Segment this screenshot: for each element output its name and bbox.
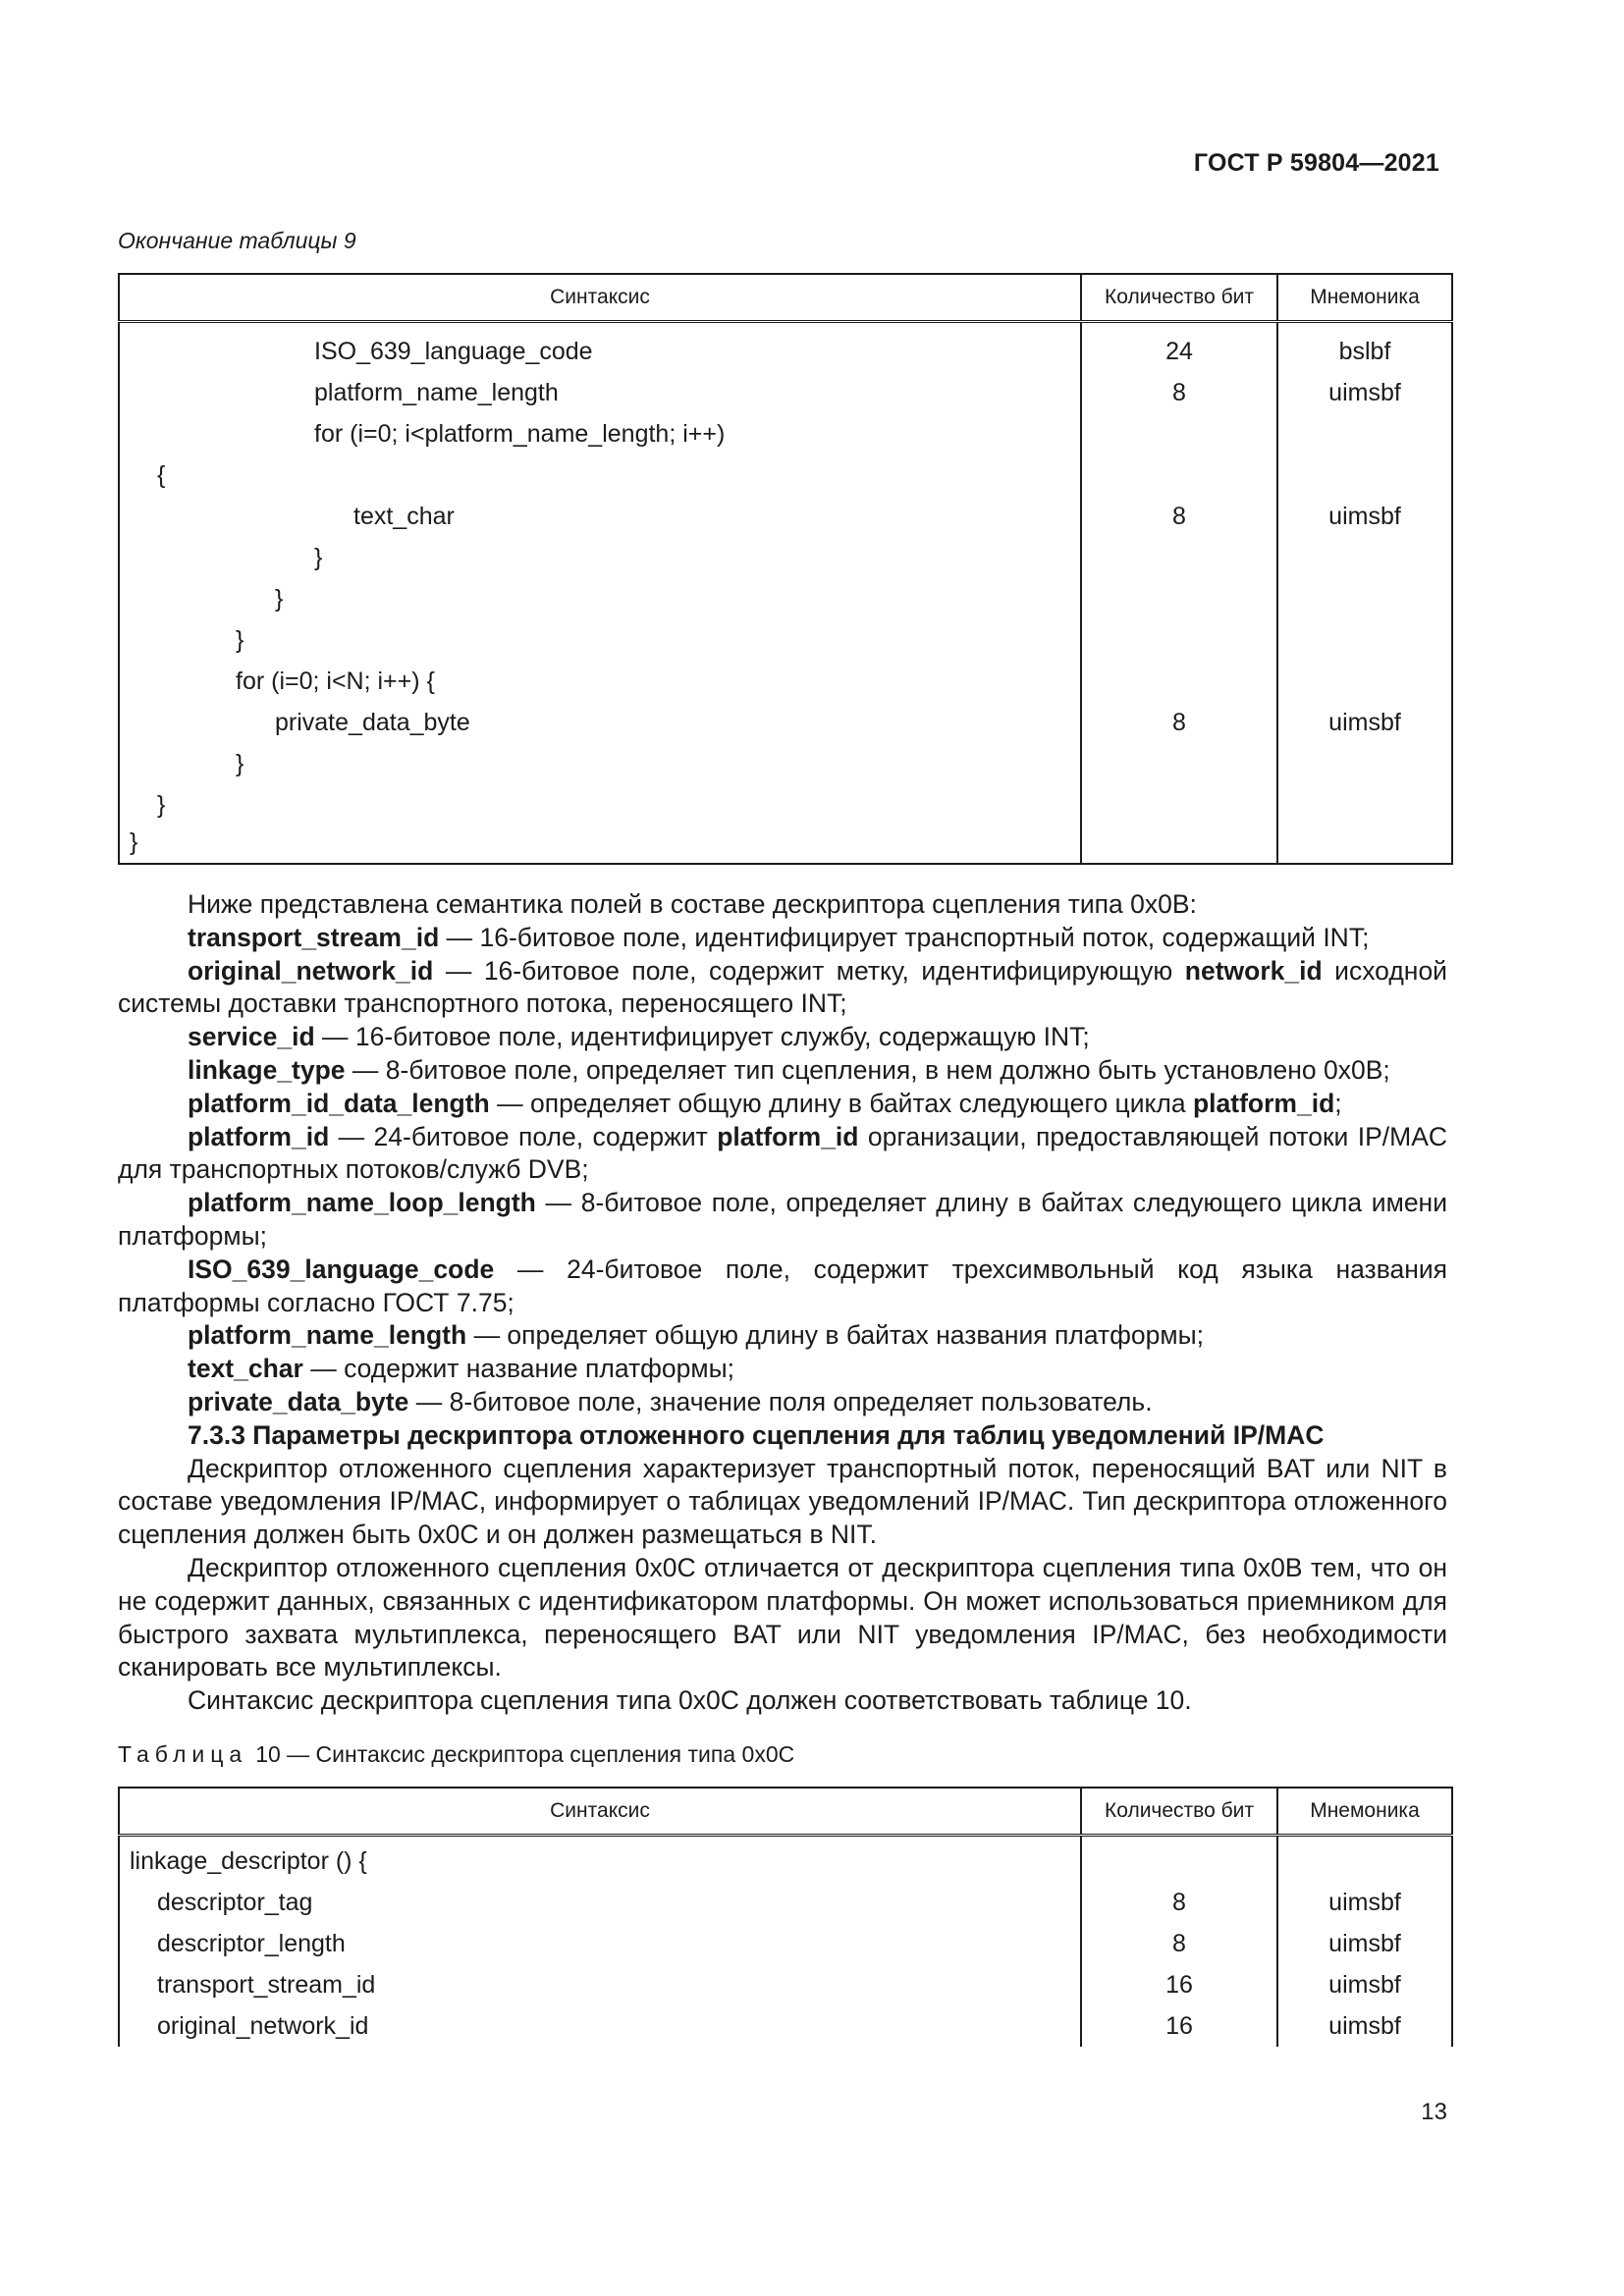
mnemonic-cell bbox=[1277, 784, 1452, 826]
mnemonic-cell: uimsbf bbox=[1277, 1923, 1452, 1964]
syntax-cell: descriptor_tag bbox=[157, 1888, 313, 1916]
term: network_id bbox=[1184, 955, 1323, 986]
bits-cell: 8 bbox=[1081, 496, 1277, 537]
bits-cell bbox=[1081, 537, 1277, 578]
paragraph bbox=[118, 1187, 1447, 1254]
table-row bbox=[119, 454, 1452, 496]
bits-cell bbox=[1081, 619, 1277, 661]
table-row bbox=[119, 1923, 1452, 1964]
term: platform_id bbox=[1193, 1088, 1335, 1118]
mnemonic-cell: uimsbf bbox=[1277, 372, 1452, 413]
bits-cell bbox=[1081, 784, 1277, 826]
definition: — 8-битовое поле, значение поля определяет пользователь. bbox=[408, 1386, 1153, 1416]
definition: — 8-битовое поле, определяет тип сцепления, в нем должно быть установлено 0x0B; bbox=[345, 1054, 1390, 1085]
paragraph: Дескриптор отложенного сцепления характеризует транспортный поток, переносящий BAT или NIT в составе уведомления IP/MAC, информирует о таблицах уведомлений IP/MAC. Тип дескриптора отложенного сцепления должен быть 0x0C и он должен размещаться в NIT. bbox=[118, 1453, 1447, 1550]
table-9 bbox=[118, 273, 1453, 865]
table-row bbox=[119, 784, 1452, 826]
term: ISO_639_language_code bbox=[188, 1254, 495, 1284]
body-text bbox=[118, 888, 1447, 1718]
definition: — определяет общую длину в байтах названия платформы; bbox=[466, 1320, 1205, 1351]
mnemonic-cell: uimsbf bbox=[1277, 1882, 1452, 1923]
paragraph: Ниже представлена семантика полей в составе дескриптора сцепления типа 0x0B: bbox=[188, 889, 1197, 919]
syntax-cell: original_network_id bbox=[157, 2011, 369, 2040]
definition: организации, предоставляющей потоки IP/MAC для транспортных потоков/служб DVB; bbox=[118, 1121, 1448, 1185]
table-row bbox=[119, 496, 1452, 537]
syntax-cell: { bbox=[157, 460, 166, 489]
bits-cell: 24 bbox=[1081, 322, 1277, 373]
bits-cell: 8 bbox=[1081, 1923, 1277, 1964]
table-10 bbox=[118, 1787, 1453, 2047]
syntax-cell: private_data_byte bbox=[275, 708, 470, 736]
term: private_data_byte bbox=[188, 1386, 409, 1416]
table-row bbox=[119, 1964, 1452, 2005]
bits-cell bbox=[1081, 578, 1277, 619]
term: platform_id bbox=[188, 1121, 330, 1151]
definition: — 24-битовое поле, содержит трехсимвольный код языка названия платформы согласно ГОСТ 7.75; bbox=[118, 1254, 1447, 1317]
syntax-cell: for (i=0; i<platform_name_length; i++) bbox=[314, 419, 726, 448]
term: platform_id bbox=[717, 1121, 859, 1151]
paragraph bbox=[118, 1353, 1447, 1386]
mnemonic-cell bbox=[1277, 537, 1452, 578]
column-header-syntax: Синтаксис bbox=[119, 1788, 1081, 1836]
syntax-cell: } bbox=[236, 749, 244, 777]
column-header-bits: Количество бит bbox=[1081, 274, 1277, 322]
paragraph: Дескриптор отложенного сцепления 0x0C отличается от дескриптора сцепления типа 0x0B тем, что он не содержит данных, связанных с идентификатором платформы. Он может использоваться приемником для быстрого захвата мультиплекса, переносящего BAT или NIT уведомления IP/MAC, без необходимости сканировать все мультиплексы. bbox=[118, 1552, 1447, 1682]
mnemonic-cell bbox=[1277, 413, 1452, 454]
mnemonic-cell bbox=[1277, 826, 1452, 864]
syntax-cell: } bbox=[314, 543, 323, 571]
paragraph bbox=[118, 1088, 1447, 1121]
term: text_char bbox=[188, 1354, 303, 1384]
mnemonic-cell: uimsbf bbox=[1277, 1964, 1452, 2005]
definition: — 16-битовое поле, идентифицирует транспортный поток, содержащий INT; bbox=[439, 922, 1370, 952]
column-header-mnemonic: Мнемоника bbox=[1277, 274, 1452, 322]
paragraph: Синтаксис дескриптора сцепления типа 0x0C должен соответствовать таблице 10. bbox=[188, 1685, 1192, 1716]
syntax-cell: ISO_639_language_code bbox=[314, 337, 593, 365]
paragraph bbox=[118, 1021, 1447, 1054]
definition: — содержит название платформы; bbox=[302, 1354, 735, 1384]
table-row bbox=[119, 372, 1452, 413]
table9-caption: Окончание таблицы 9 bbox=[118, 228, 356, 253]
paragraph bbox=[118, 1054, 1447, 1088]
table-row bbox=[119, 413, 1452, 454]
term: platform_id_data_length bbox=[188, 1088, 490, 1118]
definition: ; bbox=[1334, 1088, 1342, 1118]
column-header-bits: Количество бит bbox=[1081, 1788, 1277, 1836]
paragraph bbox=[118, 1254, 1447, 1320]
mnemonic-cell bbox=[1277, 454, 1452, 496]
syntax-cell bbox=[119, 496, 1081, 537]
bits-cell: 16 bbox=[1081, 1964, 1277, 2005]
mnemonic-cell: uimsbf bbox=[1277, 702, 1452, 743]
syntax-cell: } bbox=[130, 828, 138, 856]
section-heading bbox=[118, 1419, 1447, 1453]
definition: — 24-битовое поле, содержит bbox=[329, 1121, 718, 1151]
bits-cell bbox=[1081, 454, 1277, 496]
bits-cell: 16 bbox=[1081, 2005, 1277, 2047]
table10-caption-label: Таблица bbox=[118, 1741, 248, 1767]
table-row bbox=[119, 702, 1452, 743]
mnemonic-cell bbox=[1277, 743, 1452, 784]
table-row bbox=[119, 661, 1452, 702]
mnemonic-cell: uimsbf bbox=[1277, 496, 1452, 537]
syntax-cell: } bbox=[157, 790, 166, 819]
term: transport_stream_id bbox=[188, 922, 440, 952]
table-row bbox=[119, 619, 1452, 661]
table-row bbox=[119, 537, 1452, 578]
syntax-cell: platform_name_length bbox=[314, 378, 559, 406]
table10-caption-text: 10 — Синтаксис дескриптора сцепления типа 0x0C bbox=[255, 1741, 795, 1767]
table10-caption bbox=[118, 1741, 794, 1768]
syntax-cell: for (i=0; i<N; i++) { bbox=[236, 667, 435, 695]
syntax-cell: } bbox=[236, 625, 244, 654]
section-heading-text: 7.3.3 Параметры дескриптора отложенного сцепления для таблиц уведомлений IP/MAC bbox=[188, 1419, 1325, 1450]
table-row bbox=[119, 578, 1452, 619]
mnemonic-cell bbox=[1277, 1836, 1452, 1883]
term: original_network_id bbox=[188, 955, 434, 986]
table-row bbox=[119, 322, 1452, 373]
bits-cell bbox=[1081, 1836, 1277, 1883]
table10-header-row bbox=[119, 1788, 1452, 1836]
paragraph bbox=[118, 1121, 1447, 1188]
mnemonic-cell: uimsbf bbox=[1277, 2005, 1452, 2047]
table-row bbox=[119, 1882, 1452, 1923]
table-row bbox=[119, 743, 1452, 784]
term: platform_name_loop_length bbox=[188, 1188, 536, 1218]
syntax-cell: transport_stream_id bbox=[157, 1970, 376, 1999]
table-row bbox=[119, 1836, 1452, 1883]
bits-cell bbox=[1081, 826, 1277, 864]
syntax-cell: linkage_descriptor () { bbox=[130, 1846, 367, 1875]
mnemonic-cell: bslbf bbox=[1277, 322, 1452, 373]
paragraph bbox=[118, 1319, 1447, 1353]
definition: — 8-битовое поле, определяет длину в байтах следующего цикла имени платформы; bbox=[118, 1188, 1447, 1251]
bits-cell: 8 bbox=[1081, 372, 1277, 413]
term: linkage_type bbox=[188, 1054, 346, 1085]
page-number: 13 bbox=[1421, 2099, 1447, 2125]
table9-header-row bbox=[119, 274, 1452, 322]
column-header-mnemonic: Мнемоника bbox=[1277, 1788, 1452, 1836]
table-row bbox=[119, 2005, 1452, 2047]
paragraph bbox=[118, 955, 1447, 1022]
definition: — 16-битовое поле, идентифицирует службу, содержащую INT; bbox=[314, 1022, 1090, 1052]
document-code: ГОСТ Р 59804—2021 bbox=[1193, 149, 1439, 177]
syntax-text: text_char bbox=[353, 502, 455, 530]
definition: исходной системы доставки транспортного потока, переносящего INT; bbox=[118, 955, 1447, 1019]
bits-cell bbox=[1081, 413, 1277, 454]
mnemonic-cell bbox=[1277, 661, 1452, 702]
mnemonic-cell bbox=[1277, 578, 1452, 619]
paragraph bbox=[118, 1386, 1447, 1419]
term: platform_name_length bbox=[188, 1320, 467, 1351]
term: service_id bbox=[188, 1022, 315, 1052]
definition: — 16-битовое поле, содержит метку, идентифицирующую bbox=[433, 955, 1185, 986]
table-row bbox=[119, 826, 1452, 864]
bits-cell bbox=[1081, 743, 1277, 784]
mnemonic-cell bbox=[1277, 619, 1452, 661]
syntax-cell: descriptor_length bbox=[157, 1929, 346, 1957]
bits-cell: 8 bbox=[1081, 702, 1277, 743]
bits-cell: 8 bbox=[1081, 1882, 1277, 1923]
paragraph bbox=[118, 922, 1447, 955]
column-header-syntax: Синтаксис bbox=[119, 274, 1081, 322]
bits-cell bbox=[1081, 661, 1277, 702]
definition: — определяет общую длину в байтах следующего цикла bbox=[489, 1088, 1193, 1118]
syntax-cell: } bbox=[275, 584, 284, 613]
